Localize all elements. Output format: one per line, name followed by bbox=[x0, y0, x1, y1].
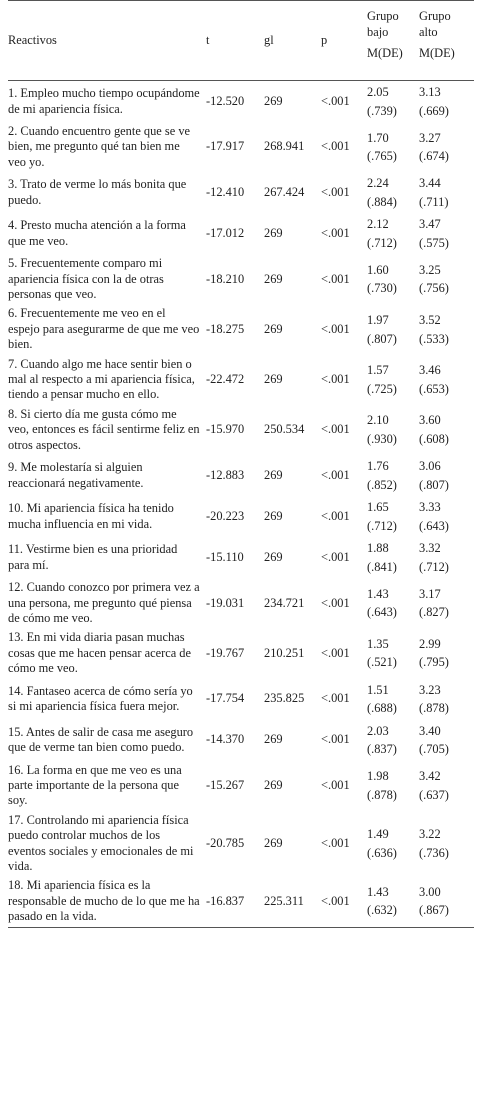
high-group-stat bbox=[419, 172, 474, 213]
high-sd: (.637) bbox=[419, 787, 449, 802]
item-text: 14. Fantaseo acerca de cómo sería yo si mi apariencia física fuera mejor. bbox=[8, 683, 193, 714]
high-sd: (.878) bbox=[419, 701, 449, 716]
low-mean: 1.57 bbox=[367, 363, 389, 378]
p-value: <.001 bbox=[321, 321, 350, 336]
gl-value: 269 bbox=[264, 508, 283, 523]
low-sd: (.688) bbox=[367, 701, 397, 716]
high-group-stat bbox=[419, 122, 474, 172]
low-mean: 1.43 bbox=[367, 586, 389, 601]
high-sd: (.669) bbox=[419, 103, 449, 118]
low-sd: (.878) bbox=[367, 787, 397, 802]
low-sd: (.712) bbox=[367, 235, 397, 250]
low-mean: 1.70 bbox=[367, 130, 389, 145]
high-group-stat bbox=[419, 876, 474, 927]
table-row bbox=[8, 628, 474, 678]
low-group-stat bbox=[367, 355, 419, 405]
item-text: 6. Frecuentemente me veo en el espejo para asegurarme de que me veo bien. bbox=[8, 306, 200, 352]
item-text: 12. Cuando conozco por primera vez a una persona, me pregunto qué piensa de cómo me veo. bbox=[8, 580, 200, 625]
low-sd: (.632) bbox=[367, 903, 397, 918]
item-text: 15. Antes de salir de casa me aseguro que de verme tan bien como puedo. bbox=[8, 724, 194, 755]
low-group-stat bbox=[367, 720, 419, 761]
low-sd: (.852) bbox=[367, 477, 397, 492]
table-row bbox=[8, 578, 474, 628]
t-value: -22.472 bbox=[206, 372, 245, 387]
low-mean: 1.65 bbox=[367, 500, 389, 515]
p-value: <.001 bbox=[321, 422, 350, 437]
low-sd: (.636) bbox=[367, 845, 397, 860]
low-mean: 1.49 bbox=[367, 827, 389, 842]
item-text: 9. Me molestaría si alguien reaccionará negativamente. bbox=[8, 460, 144, 490]
high-sd: (.756) bbox=[419, 281, 449, 296]
low-group-stat bbox=[367, 122, 419, 172]
item-text: 4. Presto mucha atención a la forma que me veo. bbox=[8, 218, 186, 248]
t-value: -15.267 bbox=[206, 777, 245, 792]
p-value: <.001 bbox=[321, 645, 350, 660]
header-t: t bbox=[206, 1, 264, 81]
high-sd: (.575) bbox=[419, 235, 449, 250]
header-low-group bbox=[367, 1, 419, 81]
results-table bbox=[8, 0, 474, 928]
high-group-stat bbox=[419, 405, 474, 455]
gl-value: 269 bbox=[264, 372, 283, 387]
gl-value: 269 bbox=[264, 835, 283, 850]
low-mean: 1.76 bbox=[367, 459, 389, 474]
header-high-group bbox=[419, 1, 474, 81]
low-sd: (.521) bbox=[367, 655, 397, 670]
header-item: Reactivos bbox=[8, 1, 206, 81]
high-sd: (.712) bbox=[419, 559, 449, 574]
p-value: <.001 bbox=[321, 467, 350, 482]
high-mean: 3.22 bbox=[419, 827, 441, 842]
low-group-stat bbox=[367, 761, 419, 811]
table-row bbox=[8, 213, 474, 254]
low-group-stat bbox=[367, 81, 419, 123]
high-sd: (.867) bbox=[419, 903, 449, 918]
t-value: -17.754 bbox=[206, 691, 245, 706]
t-value: -18.210 bbox=[206, 271, 245, 286]
header-low-line2: bajo bbox=[367, 24, 389, 39]
item-text: 1. Empleo mucho tiempo ocupándome de mi apariencia física. bbox=[8, 86, 200, 116]
low-mean: 1.98 bbox=[367, 769, 389, 784]
low-sd: (.730) bbox=[367, 281, 397, 296]
high-group-stat bbox=[419, 628, 474, 678]
high-mean: 3.60 bbox=[419, 413, 441, 428]
p-value: <.001 bbox=[321, 777, 350, 792]
high-mean: 3.42 bbox=[419, 769, 441, 784]
table-row bbox=[8, 254, 474, 304]
low-sd: (.712) bbox=[367, 518, 397, 533]
low-sd: (.841) bbox=[367, 559, 397, 574]
item-text: 7. Cuando algo me hace sentir bien o mal al respecto a mi apariencia física, tiendo a pensar mucho en ello. bbox=[8, 356, 195, 402]
low-group-stat bbox=[367, 496, 419, 537]
high-mean: 3.13 bbox=[419, 85, 441, 99]
low-mean: 2.12 bbox=[367, 217, 389, 232]
t-value: -19.031 bbox=[206, 595, 245, 610]
table-row bbox=[8, 761, 474, 811]
low-mean: 1.88 bbox=[367, 541, 389, 556]
low-group-stat bbox=[367, 876, 419, 927]
high-mean: 3.17 bbox=[419, 586, 441, 601]
high-group-stat bbox=[419, 455, 474, 496]
gl-value: 269 bbox=[264, 549, 283, 564]
gl-value: 269 bbox=[264, 93, 283, 108]
gl-value: 225.311 bbox=[264, 876, 321, 927]
p-value: <.001 bbox=[321, 185, 350, 200]
high-sd: (.674) bbox=[419, 149, 449, 164]
p-value: <.001 bbox=[321, 691, 350, 706]
table-row bbox=[8, 811, 474, 877]
high-group-stat bbox=[419, 811, 474, 877]
t-value: -12.883 bbox=[206, 467, 245, 482]
low-group-stat bbox=[367, 405, 419, 455]
header-low-line3: M(DE) bbox=[367, 46, 403, 60]
t-value: -20.223 bbox=[206, 508, 245, 523]
table-row bbox=[8, 720, 474, 761]
low-sd: (.765) bbox=[367, 149, 397, 164]
table-row bbox=[8, 537, 474, 578]
header-high-line2: alto bbox=[419, 24, 438, 39]
high-mean: 3.06 bbox=[419, 459, 441, 474]
table-row bbox=[8, 679, 474, 720]
table-header bbox=[8, 1, 474, 81]
low-group-stat bbox=[367, 537, 419, 578]
high-mean: 3.23 bbox=[419, 682, 441, 697]
high-group-stat bbox=[419, 213, 474, 254]
item-text: 11. Vestirme bien es una prioridad para mí. bbox=[8, 542, 178, 572]
high-sd: (.827) bbox=[419, 605, 449, 620]
p-value: <.001 bbox=[321, 835, 350, 850]
low-mean: 2.24 bbox=[367, 176, 389, 191]
p-value: <.001 bbox=[321, 139, 350, 154]
gl-value: 269 bbox=[264, 271, 283, 286]
t-value: -19.767 bbox=[206, 645, 245, 660]
high-group-stat bbox=[419, 254, 474, 304]
low-mean: 1.51 bbox=[367, 682, 389, 697]
p-value: <.001 bbox=[321, 549, 350, 564]
low-group-stat bbox=[367, 455, 419, 496]
high-group-stat bbox=[419, 81, 474, 123]
p-value: <.001 bbox=[321, 271, 350, 286]
t-value: -12.520 bbox=[206, 93, 245, 108]
t-value: -16.837 bbox=[206, 876, 264, 927]
high-sd: (.807) bbox=[419, 477, 449, 492]
high-group-stat bbox=[419, 496, 474, 537]
low-group-stat bbox=[367, 213, 419, 254]
high-mean: 3.32 bbox=[419, 541, 441, 556]
table-row bbox=[8, 355, 474, 405]
low-mean: 1.43 bbox=[367, 884, 389, 899]
high-mean: 3.40 bbox=[419, 723, 441, 738]
item-text: 17. Controlando mi apariencia física puedo controlar muchos de los eventos sociales y emocionales de mi vida. bbox=[8, 812, 194, 873]
low-group-stat bbox=[367, 254, 419, 304]
gl-value: 269 bbox=[264, 732, 283, 747]
gl-value: 269 bbox=[264, 226, 283, 241]
high-group-stat bbox=[419, 355, 474, 405]
high-sd: (.705) bbox=[419, 742, 449, 757]
low-sd: (.930) bbox=[367, 431, 397, 446]
low-mean: 1.97 bbox=[367, 313, 389, 328]
gl-value: 269 bbox=[264, 467, 283, 482]
table-row bbox=[8, 81, 474, 123]
t-value: -18.275 bbox=[206, 321, 245, 336]
item-text: 2. Cuando encuentro gente que se ve bien, me pregunto qué tan bien me veo yo. bbox=[8, 124, 191, 169]
gl-value: 269 bbox=[264, 321, 283, 336]
t-value: -14.370 bbox=[206, 732, 245, 747]
p-value: <.001 bbox=[321, 372, 350, 387]
high-sd: (.533) bbox=[419, 331, 449, 346]
table-row bbox=[8, 496, 474, 537]
header-high-line3: M(DE) bbox=[419, 46, 455, 60]
high-mean: 3.33 bbox=[419, 500, 441, 515]
table-row bbox=[8, 172, 474, 213]
table-row bbox=[8, 455, 474, 496]
header-p: p bbox=[321, 1, 367, 81]
t-value: -17.917 bbox=[206, 139, 245, 154]
high-group-stat bbox=[419, 578, 474, 628]
high-mean: 2.99 bbox=[419, 636, 441, 651]
table-row bbox=[8, 304, 474, 354]
p-value: <.001 bbox=[321, 226, 350, 241]
header-high-line1: Grupo bbox=[419, 9, 451, 23]
high-mean: 3.52 bbox=[419, 313, 441, 328]
high-sd: (.643) bbox=[419, 518, 449, 533]
low-mean: 1.60 bbox=[367, 262, 389, 277]
low-sd: (.739) bbox=[367, 103, 397, 118]
low-sd: (.807) bbox=[367, 331, 397, 346]
table-row bbox=[8, 122, 474, 172]
high-mean: 3.27 bbox=[419, 130, 441, 145]
low-group-stat bbox=[367, 172, 419, 213]
gl-value: 269 bbox=[264, 777, 283, 792]
high-mean: 3.47 bbox=[419, 217, 441, 232]
high-group-stat bbox=[419, 679, 474, 720]
header-low-line1: Grupo bbox=[367, 9, 399, 23]
item-text: 10. Mi apariencia física ha tenido mucha influencia en mi vida. bbox=[8, 501, 174, 531]
item-text: 3. Trato de verme lo más bonita que puedo. bbox=[8, 177, 187, 207]
p-value: <.001 bbox=[321, 93, 350, 108]
t-value: -12.410 bbox=[206, 185, 245, 200]
high-group-stat bbox=[419, 537, 474, 578]
gl-value: 268.941 bbox=[264, 139, 305, 154]
low-mean: 2.03 bbox=[367, 723, 389, 738]
low-sd: (.643) bbox=[367, 605, 397, 620]
high-sd: (.795) bbox=[419, 655, 449, 670]
high-mean: 3.25 bbox=[419, 262, 441, 277]
high-sd: (.736) bbox=[419, 845, 449, 860]
item-text: 5. Frecuentemente comparo mi apariencia física con la de otras personas que veo. bbox=[8, 256, 164, 302]
high-mean: 3.00 bbox=[419, 884, 441, 899]
item-text: 18. Mi apariencia física es la responsable de mucho de lo que me ha pasado en la vida. bbox=[8, 876, 206, 927]
low-sd: (.837) bbox=[367, 742, 397, 757]
p-value: <.001 bbox=[321, 876, 367, 927]
table-row bbox=[8, 405, 474, 455]
low-mean: 1.35 bbox=[367, 636, 389, 651]
item-text: 13. En mi vida diaria pasan muchas cosas que me hacen pensar acerca de cómo me veo. bbox=[8, 630, 191, 676]
table-row bbox=[8, 876, 474, 927]
gl-value: 250.534 bbox=[264, 422, 305, 437]
item-text: 8. Si cierto día me gusta cómo me veo, entonces es fácil sentirme feliz en otros aspectos. bbox=[8, 406, 200, 452]
gl-value: 267.424 bbox=[264, 185, 305, 200]
item-text: 16. La forma en que me veo es una parte importante de la persona que soy. bbox=[8, 762, 182, 808]
low-sd: (.725) bbox=[367, 381, 397, 396]
p-value: <.001 bbox=[321, 508, 350, 523]
p-value: <.001 bbox=[321, 595, 350, 610]
p-value: <.001 bbox=[321, 732, 350, 747]
t-value: -20.785 bbox=[206, 835, 245, 850]
t-value: -15.110 bbox=[206, 549, 244, 564]
header-row bbox=[8, 1, 474, 81]
t-value: -15.970 bbox=[206, 422, 245, 437]
high-mean: 3.44 bbox=[419, 176, 441, 191]
high-group-stat bbox=[419, 304, 474, 354]
high-sd: (.711) bbox=[419, 194, 449, 209]
low-group-stat bbox=[367, 628, 419, 678]
low-mean: 2.05 bbox=[367, 85, 389, 99]
table-body bbox=[8, 81, 474, 928]
t-value: -17.012 bbox=[206, 226, 245, 241]
low-sd: (.884) bbox=[367, 194, 397, 209]
high-sd: (.653) bbox=[419, 381, 449, 396]
low-group-stat bbox=[367, 578, 419, 628]
low-group-stat bbox=[367, 679, 419, 720]
high-sd: (.608) bbox=[419, 431, 449, 446]
gl-value: 235.825 bbox=[264, 691, 305, 706]
high-group-stat bbox=[419, 720, 474, 761]
high-group-stat bbox=[419, 761, 474, 811]
header-gl: gl bbox=[264, 1, 321, 81]
gl-value: 210.251 bbox=[264, 645, 305, 660]
low-mean: 2.10 bbox=[367, 413, 389, 428]
gl-value: 234.721 bbox=[264, 595, 305, 610]
low-group-stat bbox=[367, 811, 419, 877]
low-group-stat bbox=[367, 304, 419, 354]
high-mean: 3.46 bbox=[419, 363, 441, 378]
